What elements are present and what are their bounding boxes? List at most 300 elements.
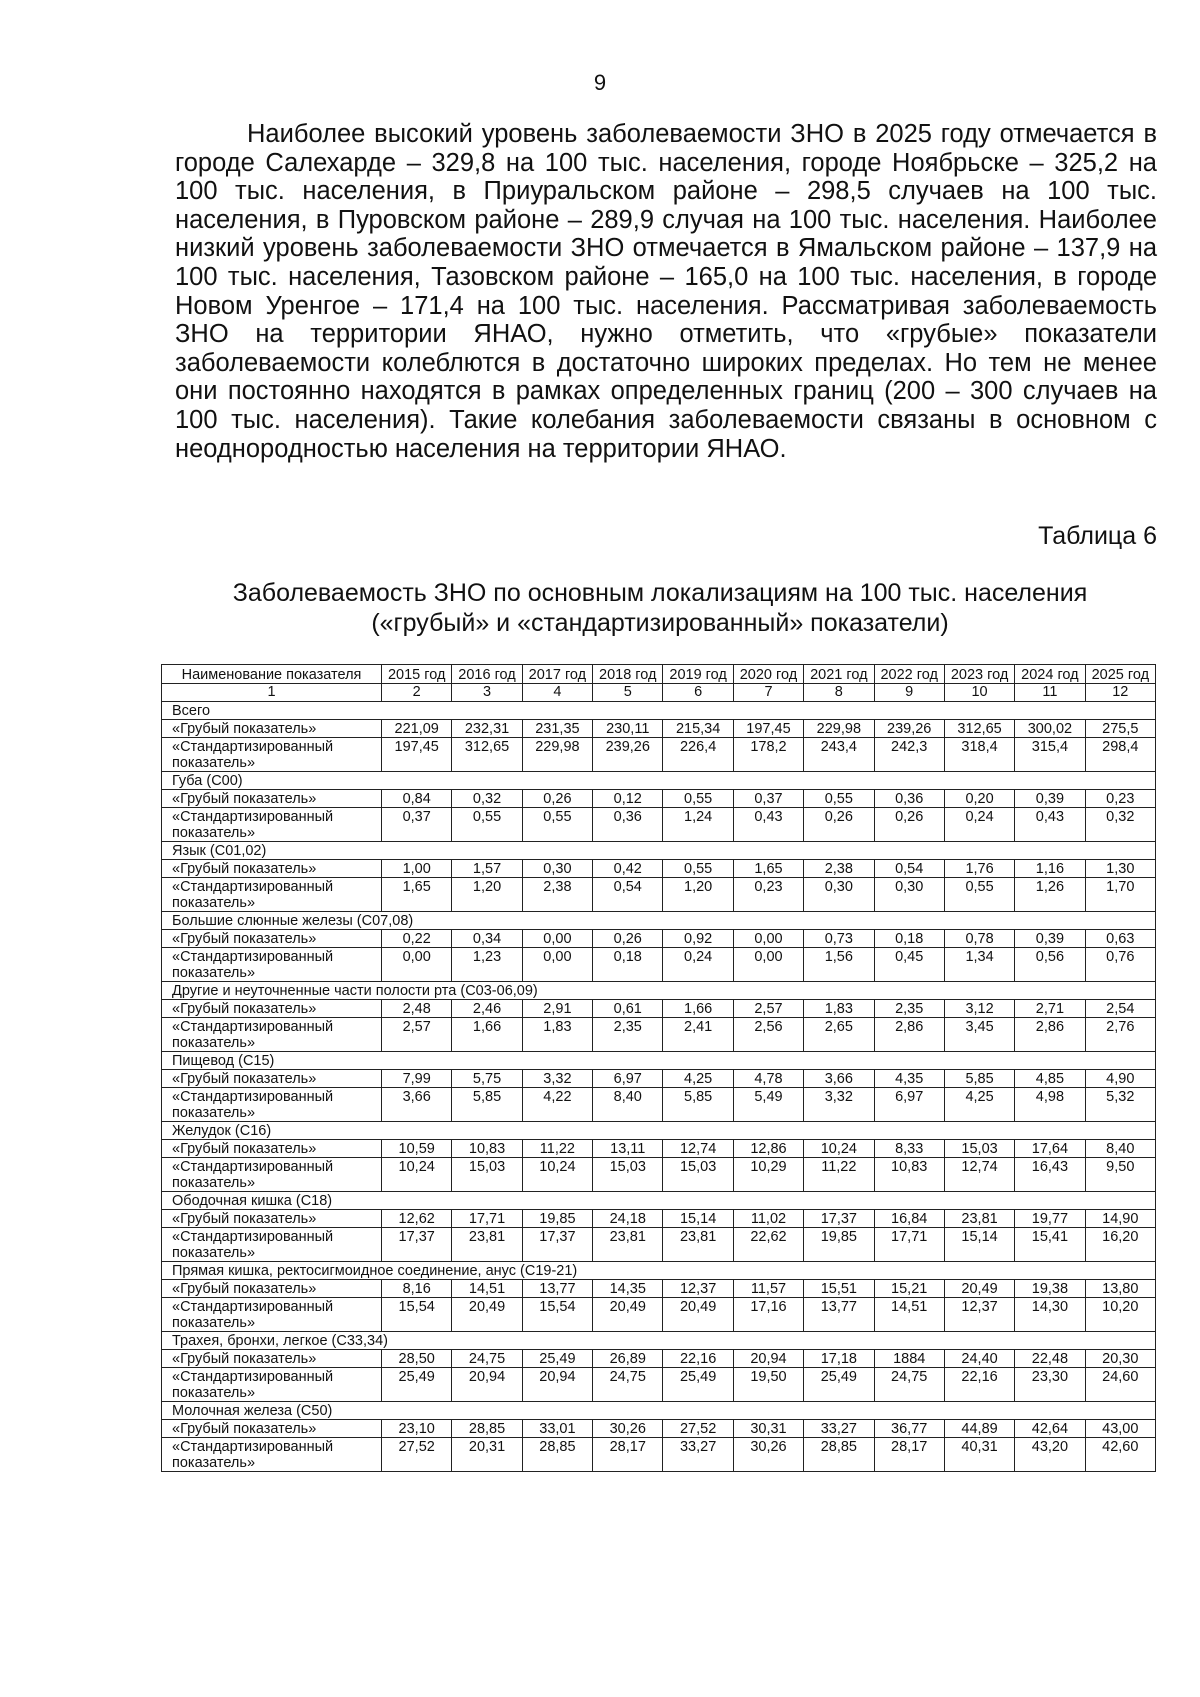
table-group-row <box>162 1122 1156 1140</box>
crude-value-cell: 33,27 <box>804 1420 874 1438</box>
std-value-cell: 28,17 <box>874 1438 944 1472</box>
crude-value-cell: 8,40 <box>1085 1140 1155 1158</box>
std-value-cell: 242,3 <box>874 738 944 772</box>
header-cell-year: 2016 год <box>452 665 522 684</box>
crude-value-cell: 42,64 <box>1015 1420 1085 1438</box>
table-row-standardized <box>162 1018 1156 1052</box>
std-value-cell: 1,34 <box>944 948 1014 982</box>
std-value-cell: 6,97 <box>874 1088 944 1122</box>
group-name-cell: Другие и неуточненные части полости рта (С03-06,09) <box>162 982 1156 1000</box>
crude-value-cell: 0,55 <box>663 860 733 878</box>
std-value-cell: 0,30 <box>874 878 944 912</box>
crude-value-cell: 28,50 <box>382 1350 452 1368</box>
std-label-cell: «Стандартизированный показатель» <box>162 948 382 982</box>
crude-value-cell: 14,35 <box>593 1280 663 1298</box>
std-value-cell: 0,00 <box>382 948 452 982</box>
std-value-cell: 2,38 <box>522 878 592 912</box>
table-row-crude <box>162 1210 1156 1228</box>
std-value-cell: 0,43 <box>1015 808 1085 842</box>
crude-value-cell: 12,74 <box>663 1140 733 1158</box>
std-value-cell: 10,29 <box>733 1158 803 1192</box>
std-value-cell: 11,22 <box>804 1158 874 1192</box>
std-value-cell: 229,98 <box>522 738 592 772</box>
crude-value-cell: 17,37 <box>804 1210 874 1228</box>
std-label-cell: «Стандартизированный показатель» <box>162 738 382 772</box>
crude-value-cell: 13,80 <box>1085 1280 1155 1298</box>
crude-value-cell: 2,35 <box>874 1000 944 1018</box>
crude-value-cell: 1,30 <box>1085 860 1155 878</box>
std-value-cell: 10,24 <box>522 1158 592 1192</box>
std-value-cell: 0,18 <box>593 948 663 982</box>
std-label-cell: «Стандартизированный показатель» <box>162 1158 382 1192</box>
index-cell: 3 <box>452 684 522 702</box>
std-value-cell: 1,24 <box>663 808 733 842</box>
std-value-cell: 33,27 <box>663 1438 733 1472</box>
crude-value-cell: 0,22 <box>382 930 452 948</box>
crude-value-cell: 1884 <box>874 1350 944 1368</box>
index-cell: 4 <box>522 684 592 702</box>
page-number: 9 <box>593 70 607 95</box>
crude-label-cell: «Грубый показатель» <box>162 1280 382 1298</box>
std-value-cell: 0,45 <box>874 948 944 982</box>
crude-value-cell: 19,38 <box>1015 1280 1085 1298</box>
std-value-cell: 0,76 <box>1085 948 1155 982</box>
incidence-table-body <box>162 665 1156 1472</box>
crude-value-cell: 0,36 <box>874 790 944 808</box>
std-value-cell: 5,85 <box>663 1088 733 1122</box>
std-value-cell: 0,36 <box>593 808 663 842</box>
std-value-cell: 19,50 <box>733 1368 803 1402</box>
table-row-standardized <box>162 808 1156 842</box>
crude-value-cell: 0,30 <box>522 860 592 878</box>
std-value-cell: 197,45 <box>382 738 452 772</box>
crude-value-cell: 17,18 <box>804 1350 874 1368</box>
std-value-cell: 0,30 <box>804 878 874 912</box>
crude-value-cell: 1,00 <box>382 860 452 878</box>
table-row-standardized <box>162 1438 1156 1472</box>
crude-value-cell: 27,52 <box>663 1420 733 1438</box>
crude-value-cell: 12,86 <box>733 1140 803 1158</box>
std-value-cell: 12,74 <box>944 1158 1014 1192</box>
std-value-cell: 22,16 <box>944 1368 1014 1402</box>
std-label-cell: «Стандартизированный показатель» <box>162 1228 382 1262</box>
crude-value-cell: 15,03 <box>944 1140 1014 1158</box>
std-value-cell: 14,30 <box>1015 1298 1085 1332</box>
crude-value-cell: 0,84 <box>382 790 452 808</box>
std-value-cell: 19,85 <box>804 1228 874 1262</box>
crude-value-cell: 12,62 <box>382 1210 452 1228</box>
std-value-cell: 1,20 <box>452 878 522 912</box>
index-cell: 2 <box>382 684 452 702</box>
crude-value-cell: 197,45 <box>733 720 803 738</box>
std-value-cell: 17,37 <box>382 1228 452 1262</box>
table-title-line-1: Заболеваемость ЗНО по основным локализациям на 100 тыс. населения <box>232 579 1088 607</box>
std-value-cell: 28,17 <box>593 1438 663 1472</box>
header-cell-name: Наименование показателя <box>162 665 382 684</box>
crude-value-cell: 20,30 <box>1085 1350 1155 1368</box>
std-value-cell: 25,49 <box>382 1368 452 1402</box>
std-value-cell: 15,03 <box>593 1158 663 1192</box>
std-value-cell: 20,49 <box>593 1298 663 1332</box>
header-cell-year: 2020 год <box>733 665 803 684</box>
crude-value-cell: 2,38 <box>804 860 874 878</box>
std-value-cell: 23,81 <box>452 1228 522 1262</box>
crude-value-cell: 13,11 <box>593 1140 663 1158</box>
crude-value-cell: 0,20 <box>944 790 1014 808</box>
crude-value-cell: 5,75 <box>452 1070 522 1088</box>
crude-value-cell: 1,57 <box>452 860 522 878</box>
std-value-cell: 17,71 <box>874 1228 944 1262</box>
std-value-cell: 12,37 <box>944 1298 1014 1332</box>
crude-value-cell: 0,23 <box>1085 790 1155 808</box>
group-name-cell: Желудок (С16) <box>162 1122 1156 1140</box>
crude-value-cell: 230,11 <box>593 720 663 738</box>
crude-value-cell: 15,14 <box>663 1210 733 1228</box>
std-value-cell: 243,4 <box>804 738 874 772</box>
crude-value-cell: 4,25 <box>663 1070 733 1088</box>
crude-value-cell: 312,65 <box>944 720 1014 738</box>
table-label: Таблица 6 <box>1038 522 1157 550</box>
crude-label-cell: «Грубый показатель» <box>162 790 382 808</box>
crude-value-cell: 33,01 <box>522 1420 592 1438</box>
crude-value-cell: 1,76 <box>944 860 1014 878</box>
std-value-cell: 1,83 <box>522 1018 592 1052</box>
crude-value-cell: 300,02 <box>1015 720 1085 738</box>
crude-value-cell: 24,18 <box>593 1210 663 1228</box>
std-label-cell: «Стандартизированный показатель» <box>162 1018 382 1052</box>
std-value-cell: 43,20 <box>1015 1438 1085 1472</box>
crude-value-cell: 0,00 <box>733 930 803 948</box>
table-row-standardized <box>162 1158 1156 1192</box>
crude-value-cell: 14,51 <box>452 1280 522 1298</box>
crude-value-cell: 2,48 <box>382 1000 452 1018</box>
crude-value-cell: 3,66 <box>804 1070 874 1088</box>
table-row-standardized <box>162 1088 1156 1122</box>
crude-value-cell: 28,85 <box>452 1420 522 1438</box>
table-row-crude <box>162 1280 1156 1298</box>
crude-value-cell: 5,85 <box>944 1070 1014 1088</box>
std-value-cell: 8,40 <box>593 1088 663 1122</box>
crude-value-cell: 229,98 <box>804 720 874 738</box>
group-name-cell: Большие слюнные железы (С07,08) <box>162 912 1156 930</box>
std-value-cell: 24,60 <box>1085 1368 1155 1402</box>
std-value-cell: 0,55 <box>944 878 1014 912</box>
table-row-crude <box>162 790 1156 808</box>
std-value-cell: 0,24 <box>944 808 1014 842</box>
std-value-cell: 312,65 <box>452 738 522 772</box>
std-label-cell: «Стандартизированный показатель» <box>162 1368 382 1402</box>
crude-label-cell: «Грубый показатель» <box>162 1000 382 1018</box>
crude-value-cell: 36,77 <box>874 1420 944 1438</box>
std-value-cell: 0,26 <box>804 808 874 842</box>
index-cell: 5 <box>593 684 663 702</box>
std-value-cell: 1,56 <box>804 948 874 982</box>
crude-value-cell: 16,84 <box>874 1210 944 1228</box>
crude-value-cell: 0,34 <box>452 930 522 948</box>
crude-value-cell: 22,48 <box>1015 1350 1085 1368</box>
table-row-crude <box>162 1070 1156 1088</box>
crude-value-cell: 231,35 <box>522 720 592 738</box>
crude-value-cell: 43,00 <box>1085 1420 1155 1438</box>
std-value-cell: 30,26 <box>733 1438 803 1472</box>
crude-value-cell: 14,90 <box>1085 1210 1155 1228</box>
crude-value-cell: 19,77 <box>1015 1210 1085 1228</box>
std-value-cell: 0,43 <box>733 808 803 842</box>
crude-label-cell: «Грубый показатель» <box>162 1140 382 1158</box>
crude-value-cell: 0,92 <box>663 930 733 948</box>
table-group-row <box>162 1052 1156 1070</box>
header-cell-year: 2021 год <box>804 665 874 684</box>
table-row-standardized <box>162 948 1156 982</box>
crude-label-cell: «Грубый показатель» <box>162 860 382 878</box>
crude-label-cell: «Грубый показатель» <box>162 720 382 738</box>
std-value-cell: 0,37 <box>382 808 452 842</box>
std-value-cell: 17,37 <box>522 1228 592 1262</box>
std-value-cell: 10,24 <box>382 1158 452 1192</box>
std-value-cell: 3,32 <box>804 1088 874 1122</box>
group-name-cell: Всего <box>162 702 1156 720</box>
std-value-cell: 42,60 <box>1085 1438 1155 1472</box>
header-cell-year: 2025 год <box>1085 665 1155 684</box>
table-group-row <box>162 842 1156 860</box>
table-row-standardized <box>162 1228 1156 1262</box>
crude-value-cell: 0,39 <box>1015 930 1085 948</box>
crude-value-cell: 17,71 <box>452 1210 522 1228</box>
std-value-cell: 3,45 <box>944 1018 1014 1052</box>
std-value-cell: 40,31 <box>944 1438 1014 1472</box>
crude-value-cell: 6,97 <box>593 1070 663 1088</box>
table-title <box>160 578 1160 638</box>
crude-value-cell: 0,78 <box>944 930 1014 948</box>
std-value-cell: 23,81 <box>663 1228 733 1262</box>
crude-value-cell: 2,54 <box>1085 1000 1155 1018</box>
std-value-cell: 20,31 <box>452 1438 522 1472</box>
std-value-cell: 28,85 <box>804 1438 874 1472</box>
crude-value-cell: 0,37 <box>733 790 803 808</box>
std-value-cell: 4,22 <box>522 1088 592 1122</box>
std-value-cell: 3,66 <box>382 1088 452 1122</box>
index-cell: 11 <box>1015 684 1085 702</box>
crude-value-cell: 24,75 <box>452 1350 522 1368</box>
std-value-cell: 15,54 <box>382 1298 452 1332</box>
crude-value-cell: 11,02 <box>733 1210 803 1228</box>
std-value-cell: 28,85 <box>522 1438 592 1472</box>
crude-value-cell: 30,31 <box>733 1420 803 1438</box>
crude-value-cell: 0,18 <box>874 930 944 948</box>
std-label-cell: «Стандартизированный показатель» <box>162 878 382 912</box>
table-index-row <box>162 684 1156 702</box>
header-cell-year: 2024 год <box>1015 665 1085 684</box>
std-value-cell: 15,54 <box>522 1298 592 1332</box>
crude-value-cell: 0,12 <box>593 790 663 808</box>
crude-value-cell: 0,39 <box>1015 790 1085 808</box>
crude-value-cell: 8,16 <box>382 1280 452 1298</box>
std-value-cell: 2,57 <box>382 1018 452 1052</box>
table-group-row <box>162 912 1156 930</box>
crude-value-cell: 8,33 <box>874 1140 944 1158</box>
std-value-cell: 2,41 <box>663 1018 733 1052</box>
header-cell-year: 2017 год <box>522 665 592 684</box>
std-value-cell: 27,52 <box>382 1438 452 1472</box>
std-value-cell: 0,55 <box>522 808 592 842</box>
std-value-cell: 2,56 <box>733 1018 803 1052</box>
crude-value-cell: 10,59 <box>382 1140 452 1158</box>
std-value-cell: 1,20 <box>663 878 733 912</box>
crude-value-cell: 0,55 <box>804 790 874 808</box>
table-row-standardized <box>162 738 1156 772</box>
body-paragraph: Наиболее высокий уровень заболеваемости ЗНО в 2025 году отмечается в городе Салехарде – 329,8 на 100 тыс. населения, городе Ноябрьске – 325,2 на 100 тыс. населения, в Приуральском районе – 298,5 случаев на 100 тыс. населения, в Пуровском районе – 289,9 случая на 100 тыс. населения. Наиболее низкий уровень заболеваемости ЗНО отмечается в Ямальском районе – 137,9 на 100 тыс. населения, Тазовском районе – 165,0 на 100 тыс. населения, в городе Новом Уренгое – 171,4 на 100 тыс. населения. Рассматривая заболеваемость ЗНО на территории ЯНАО, нужно отметить, что «грубые» показатели заболеваемости колеблются в достаточно широких пределах. Но тем не менее они постоянно находятся в рамках определенных границ (200 – 300 случаев на 100 тыс. населения). Такие колебания заболеваемости связаны в основном с неоднородностью населения на территории ЯНАО. <box>175 120 1157 463</box>
std-value-cell: 5,32 <box>1085 1088 1155 1122</box>
std-value-cell: 23,30 <box>1015 1368 1085 1402</box>
crude-value-cell: 23,81 <box>944 1210 1014 1228</box>
std-value-cell: 0,24 <box>663 948 733 982</box>
crude-value-cell: 0,61 <box>593 1000 663 1018</box>
group-name-cell: Губа (С00) <box>162 772 1156 790</box>
table-title-line-2: («грубый» и «стандартизированный» показатели) <box>371 609 949 637</box>
crude-value-cell: 2,91 <box>522 1000 592 1018</box>
crude-value-cell: 11,22 <box>522 1140 592 1158</box>
table-header-row <box>162 665 1156 684</box>
crude-value-cell: 4,35 <box>874 1070 944 1088</box>
crude-value-cell: 2,71 <box>1015 1000 1085 1018</box>
std-value-cell: 14,51 <box>874 1298 944 1332</box>
std-label-cell: «Стандартизированный показатель» <box>162 808 382 842</box>
std-value-cell: 16,20 <box>1085 1228 1155 1262</box>
crude-value-cell: 44,89 <box>944 1420 1014 1438</box>
std-label-cell: «Стандартизированный показатель» <box>162 1088 382 1122</box>
crude-value-cell: 12,37 <box>663 1280 733 1298</box>
crude-value-cell: 1,66 <box>663 1000 733 1018</box>
table-group-row <box>162 772 1156 790</box>
header-cell-year: 2023 год <box>944 665 1014 684</box>
header-cell-year: 2019 год <box>663 665 733 684</box>
std-value-cell: 239,26 <box>593 738 663 772</box>
std-value-cell: 0,23 <box>733 878 803 912</box>
crude-value-cell: 215,34 <box>663 720 733 738</box>
std-label-cell: «Стандартизированный показатель» <box>162 1438 382 1472</box>
std-value-cell: 1,65 <box>382 878 452 912</box>
crude-value-cell: 26,89 <box>593 1350 663 1368</box>
std-value-cell: 16,43 <box>1015 1158 1085 1192</box>
std-value-cell: 10,83 <box>874 1158 944 1192</box>
std-value-cell: 2,65 <box>804 1018 874 1052</box>
index-cell: 10 <box>944 684 1014 702</box>
crude-label-cell: «Грубый показатель» <box>162 1210 382 1228</box>
std-value-cell: 5,85 <box>452 1088 522 1122</box>
crude-value-cell: 30,26 <box>593 1420 663 1438</box>
std-value-cell: 24,75 <box>874 1368 944 1402</box>
crude-label-cell: «Грубый показатель» <box>162 1350 382 1368</box>
std-value-cell: 20,49 <box>663 1298 733 1332</box>
crude-value-cell: 7,99 <box>382 1070 452 1088</box>
crude-value-cell: 1,83 <box>804 1000 874 1018</box>
table-row-crude <box>162 720 1156 738</box>
table-group-row <box>162 702 1156 720</box>
std-value-cell: 15,03 <box>663 1158 733 1192</box>
table-row-crude <box>162 1350 1156 1368</box>
group-name-cell: Пищевод (С15) <box>162 1052 1156 1070</box>
crude-value-cell: 232,31 <box>452 720 522 738</box>
std-value-cell: 15,41 <box>1015 1228 1085 1262</box>
crude-value-cell: 13,77 <box>522 1280 592 1298</box>
std-value-cell: 1,66 <box>452 1018 522 1052</box>
group-name-cell: Трахея, бронхи, легкое (С33,34) <box>162 1332 1156 1350</box>
index-cell: 9 <box>874 684 944 702</box>
std-value-cell: 15,14 <box>944 1228 1014 1262</box>
std-value-cell: 0,32 <box>1085 808 1155 842</box>
header-cell-year: 2018 год <box>593 665 663 684</box>
std-value-cell: 13,77 <box>804 1298 874 1332</box>
table-group-row <box>162 1262 1156 1280</box>
group-name-cell: Язык (С01,02) <box>162 842 1156 860</box>
crude-value-cell: 0,32 <box>452 790 522 808</box>
group-name-cell: Молочная железа (С50) <box>162 1402 1156 1420</box>
std-value-cell: 0,26 <box>874 808 944 842</box>
index-cell: 12 <box>1085 684 1155 702</box>
crude-value-cell: 24,40 <box>944 1350 1014 1368</box>
crude-label-cell: «Грубый показатель» <box>162 930 382 948</box>
crude-value-cell: 0,55 <box>663 790 733 808</box>
std-value-cell: 2,86 <box>874 1018 944 1052</box>
header-cell-year: 2022 год <box>874 665 944 684</box>
table-row-crude <box>162 930 1156 948</box>
std-value-cell: 1,26 <box>1015 878 1085 912</box>
std-value-cell: 25,49 <box>804 1368 874 1402</box>
crude-value-cell: 2,46 <box>452 1000 522 1018</box>
std-value-cell: 0,55 <box>452 808 522 842</box>
std-value-cell: 1,70 <box>1085 878 1155 912</box>
std-value-cell: 9,50 <box>1085 1158 1155 1192</box>
std-value-cell: 5,49 <box>733 1088 803 1122</box>
crude-value-cell: 0,73 <box>804 930 874 948</box>
crude-value-cell: 0,26 <box>522 790 592 808</box>
std-value-cell: 318,4 <box>944 738 1014 772</box>
std-value-cell: 178,2 <box>733 738 803 772</box>
std-value-cell: 0,00 <box>522 948 592 982</box>
crude-value-cell: 2,57 <box>733 1000 803 1018</box>
std-value-cell: 4,25 <box>944 1088 1014 1122</box>
std-value-cell: 25,49 <box>663 1368 733 1402</box>
std-value-cell: 17,16 <box>733 1298 803 1332</box>
crude-value-cell: 1,16 <box>1015 860 1085 878</box>
crude-value-cell: 11,57 <box>733 1280 803 1298</box>
std-value-cell: 2,76 <box>1085 1018 1155 1052</box>
std-value-cell: 4,98 <box>1015 1088 1085 1122</box>
std-value-cell: 22,62 <box>733 1228 803 1262</box>
crude-value-cell: 0,00 <box>522 930 592 948</box>
index-cell: 7 <box>733 684 803 702</box>
std-value-cell: 1,23 <box>452 948 522 982</box>
std-value-cell: 0,54 <box>593 878 663 912</box>
crude-value-cell: 23,10 <box>382 1420 452 1438</box>
crude-value-cell: 10,24 <box>804 1140 874 1158</box>
index-cell: 8 <box>804 684 874 702</box>
std-value-cell: 226,4 <box>663 738 733 772</box>
std-value-cell: 0,00 <box>733 948 803 982</box>
crude-value-cell: 22,16 <box>663 1350 733 1368</box>
std-value-cell: 0,56 <box>1015 948 1085 982</box>
table-row-crude <box>162 860 1156 878</box>
table-group-row <box>162 1332 1156 1350</box>
std-value-cell: 20,94 <box>522 1368 592 1402</box>
crude-value-cell: 3,12 <box>944 1000 1014 1018</box>
table-row-standardized <box>162 1298 1156 1332</box>
header-cell-year: 2015 год <box>382 665 452 684</box>
table-group-row <box>162 1402 1156 1420</box>
crude-value-cell: 4,85 <box>1015 1070 1085 1088</box>
std-value-cell: 10,20 <box>1085 1298 1155 1332</box>
std-value-cell: 2,86 <box>1015 1018 1085 1052</box>
